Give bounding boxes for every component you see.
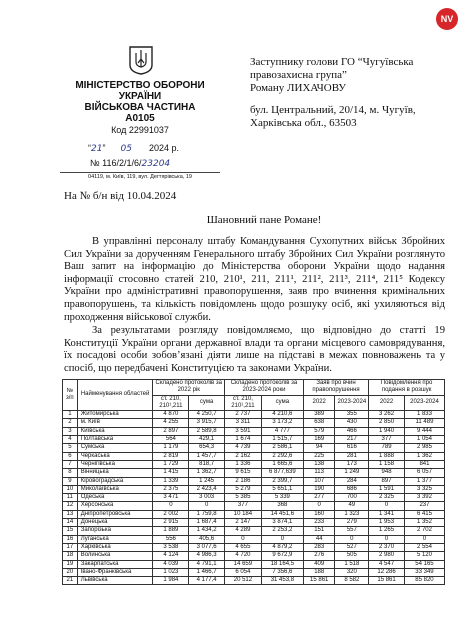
table-cell: 389 — [303, 411, 335, 419]
table-cell: 0 — [404, 535, 444, 543]
table-cell: 277 — [303, 494, 335, 502]
table-cell: 4 879,2 — [261, 543, 303, 551]
date-month: 05 — [120, 144, 132, 154]
table-cell: 2 186 — [225, 477, 262, 485]
table-cell: 3 077,6 — [189, 543, 225, 551]
table-cell: 409 — [303, 560, 335, 568]
row-number: 17 — [63, 543, 78, 551]
table-row — [63, 577, 445, 585]
table-cell: 1 674 — [225, 436, 262, 444]
table-cell: 1 265 — [369, 527, 405, 535]
coat-of-arms-icon — [128, 45, 154, 75]
region-name: Кіровоградська — [77, 477, 153, 485]
table-cell: 2 702 — [404, 527, 444, 535]
row-number: 7 — [63, 460, 78, 468]
table-cell: 233 — [303, 519, 335, 527]
reference-line: На № б/н від 10.04.2024 — [64, 190, 177, 202]
table-cell: 1 179 — [153, 444, 189, 452]
recipient-title-2: правозахисна група” — [250, 69, 347, 81]
recipient-block — [250, 56, 455, 130]
table-cell: 10 184 — [225, 510, 262, 518]
paragraph-2: За результатами розгляду повідомляємо, що відповідно до статті 19 Конституції України органи державної влади та органи місцевого самоврядування, їх посадові особи зобов’язані діяти лише на підставі в межах повноважень та у спосіб, що передбачені Конституцією та законами України. — [64, 325, 445, 374]
table-cell: 7 356,6 — [261, 568, 303, 576]
table-row — [63, 485, 445, 493]
table-cell: 54 165 — [404, 560, 444, 568]
table-cell: 113 — [303, 469, 335, 477]
table-cell: 2 985 — [404, 444, 444, 452]
nv-logo-badge: NV — [436, 8, 458, 30]
table-cell: 3 915,7 — [189, 419, 225, 427]
table-cell: 1 362,7 — [189, 469, 225, 477]
outgoing-number — [90, 158, 230, 169]
row-number: 3 — [63, 427, 78, 435]
table-cell: 0 — [189, 502, 225, 510]
recipient-street: бул. Центральний, 20/14, м. Чугуїв, — [250, 104, 416, 116]
row-number: 12 — [63, 502, 78, 510]
region-name: Херсонська — [77, 502, 153, 510]
region-name: Сумська — [77, 444, 153, 452]
region-name: Черкаська — [77, 452, 153, 460]
table-cell: 4 870 — [153, 411, 189, 419]
row-number: 10 — [63, 485, 78, 493]
table-cell: 2 423,4 — [189, 485, 225, 493]
table-cell: 138 — [303, 460, 335, 468]
row-number: 19 — [63, 560, 78, 568]
table-cell: 1 339 — [153, 477, 189, 485]
table-cell: 2 589,8 — [189, 427, 225, 435]
table-cell: 9 672,9 — [261, 552, 303, 560]
table-cell: 1 434,2 — [189, 527, 225, 535]
table-cell: 405,6 — [189, 535, 225, 543]
table-cell: 3 311 — [225, 419, 262, 427]
header-offense-reports: Заяв про вчин правопорушення — [303, 380, 368, 396]
table-cell: 276 — [303, 552, 335, 560]
table-cell: 4 210,6 — [261, 411, 303, 419]
table-cell: 2 897 — [153, 427, 189, 435]
row-number: 18 — [63, 552, 78, 560]
table-cell: 616 — [335, 444, 369, 452]
table-cell: 1 591 — [369, 485, 405, 493]
table-body — [63, 411, 445, 585]
table-cell: 1 377 — [404, 477, 444, 485]
table-row — [63, 460, 445, 468]
table-cell: 3 262 — [369, 411, 405, 419]
table-cell: 1 415 — [153, 469, 189, 477]
table-cell: 3 173,2 — [261, 419, 303, 427]
table-cell: 279 — [335, 519, 369, 527]
table-cell: 284 — [335, 477, 369, 485]
table-row — [63, 527, 445, 535]
statistics-table — [62, 379, 445, 585]
table-cell: 2 915 — [153, 519, 189, 527]
table-cell: 2 325 — [369, 494, 405, 502]
table-cell: 556 — [153, 535, 189, 543]
row-number: 14 — [63, 519, 78, 527]
greeting: Шановний пане Романе! — [206, 214, 322, 226]
row-number: 15 — [63, 527, 78, 535]
recipient-name: Роману ЛИХАЧОВУ — [250, 82, 346, 94]
table-row — [63, 535, 445, 543]
header-number: № з/п — [63, 380, 78, 411]
table-cell: 217 — [335, 436, 369, 444]
table-cell: 160 — [303, 510, 335, 518]
table-cell: 654,3 — [189, 444, 225, 452]
sender-block — [70, 80, 210, 124]
table-cell: 49 — [335, 502, 369, 510]
ref-prefix: № 116/2/1/6/ — [90, 158, 142, 168]
table-cell: 2 147 — [225, 519, 262, 527]
table-cell: 505 — [335, 552, 369, 560]
table-cell: 3 471 — [153, 494, 189, 502]
table-cell: 700 — [335, 494, 369, 502]
unit-label: ВІЙСЬКОВА ЧАСТИНА — [84, 102, 196, 113]
table-cell: 107 — [303, 477, 335, 485]
table-cell: 3 874,1 — [261, 519, 303, 527]
table-cell: 3 538 — [153, 543, 189, 551]
table-cell: 0 — [335, 535, 369, 543]
table-cell: 5 120 — [404, 552, 444, 560]
table-cell: 429,1 — [189, 436, 225, 444]
subheader-sum: сума — [261, 395, 303, 411]
recipient-title-1: Заступнику голови ГО “Чугуївська — [250, 56, 414, 68]
table-cell: 0 — [225, 535, 262, 543]
subheader-articles: ст. 210, 210¹,211 — [153, 395, 189, 411]
table-row — [63, 519, 445, 527]
table-cell: 897 — [369, 477, 405, 485]
table-cell: 4 255 — [153, 419, 189, 427]
region-name: Харківська — [77, 543, 153, 551]
table-cell: 4 124 — [153, 552, 189, 560]
table-cell: 237 — [404, 502, 444, 510]
table-cell: 4 739 — [225, 444, 262, 452]
table-cell: 5 651,1 — [261, 485, 303, 493]
subheader-2022: 2022 — [369, 395, 405, 411]
subheader-articles: ст. 210, 210¹,211 — [225, 395, 262, 411]
region-name: Дніпропетровська — [77, 510, 153, 518]
table-cell: 1 249 — [335, 469, 369, 477]
table-cell: 225 — [303, 452, 335, 460]
table-cell: 1 457,7 — [189, 452, 225, 460]
sender-code: Код 22991037 — [111, 125, 169, 135]
subheader-2023-2024: 2023-2024 — [335, 395, 369, 411]
row-number: 13 — [63, 510, 78, 518]
table-cell: 1 362 — [404, 452, 444, 460]
recipient-city: Харківська обл., 63503 — [250, 117, 357, 129]
table-cell: 1 687,4 — [189, 519, 225, 527]
region-name: Запорізька — [77, 527, 153, 535]
table-cell: 188 — [303, 568, 335, 576]
table-cell: 15 861 — [369, 577, 405, 585]
row-number: 16 — [63, 535, 78, 543]
table-cell: 1 352 — [404, 519, 444, 527]
table-row — [63, 568, 445, 576]
table-cell: 1 158 — [369, 460, 405, 468]
ministry-country: УКРАЇНИ — [118, 91, 162, 102]
table-cell: 169 — [303, 436, 335, 444]
table-cell: 1 889 — [153, 527, 189, 535]
table-cell: 5 279 — [225, 485, 262, 493]
table-cell: 527 — [335, 543, 369, 551]
table-cell: 94 — [303, 444, 335, 452]
table-cell: 4 720 — [225, 552, 262, 560]
table-row — [63, 419, 445, 427]
region-name: Миколаївська — [77, 485, 153, 493]
table-cell: 15 861 — [303, 577, 335, 585]
table-cell: 0 — [153, 502, 189, 510]
table-cell: 8 582 — [335, 577, 369, 585]
table-cell: 4 250,7 — [189, 411, 225, 419]
row-number: 6 — [63, 452, 78, 460]
table-cell: 1 665,6 — [261, 460, 303, 468]
table-row — [63, 477, 445, 485]
table-cell: 14 659 — [225, 560, 262, 568]
table-cell: 9 615 — [225, 469, 262, 477]
table-cell: 6 057 — [404, 469, 444, 477]
table-cell: 0 — [261, 535, 303, 543]
table-cell: 1 984 — [153, 577, 189, 585]
table-cell: 2 375 — [153, 485, 189, 493]
table-cell: 2 586,1 — [261, 444, 303, 452]
table-cell: 4 791,1 — [189, 560, 225, 568]
ministry-name: МІНІСТЕРСТВО ОБОРОНИ — [75, 80, 205, 91]
row-number: 21 — [63, 577, 78, 585]
header-search-notices: Повідомлення про подання в розшук — [369, 380, 445, 396]
table-cell: 6 054 — [225, 568, 262, 576]
table-cell: 4 177,4 — [189, 577, 225, 585]
table-cell: 818,7 — [189, 460, 225, 468]
table-cell: 1 940 — [369, 427, 405, 435]
table-cell: 4 547 — [369, 560, 405, 568]
header-protocols-2022: Складено протоколів за 2022 рік — [153, 380, 225, 396]
table-cell: 11 489 — [404, 419, 444, 427]
region-name: м. Київ — [77, 419, 153, 427]
region-name: Закарпатська — [77, 560, 153, 568]
table-cell: 638 — [303, 419, 335, 427]
row-number: 20 — [63, 568, 78, 576]
table-cell: 20 512 — [225, 577, 262, 585]
table-cell: 18 164,5 — [261, 560, 303, 568]
table-cell: 2 399,7 — [261, 477, 303, 485]
table-row — [63, 444, 445, 452]
table-cell: 12 286 — [369, 568, 405, 576]
ref-handwritten: 23204 — [141, 159, 171, 169]
header-region: Найменування областей — [77, 380, 153, 411]
table-cell: 686 — [335, 485, 369, 493]
table-cell: 1 054 — [404, 436, 444, 444]
table-cell: 190 — [303, 485, 335, 493]
table-cell: 2 002 — [153, 510, 189, 518]
region-name: Луганська — [77, 535, 153, 543]
subheader-sum: сума — [189, 395, 225, 411]
date-year: 2024 р. — [148, 143, 179, 153]
table-cell: 1 336 — [225, 460, 262, 468]
subheader-2023-2024: 2023-2024 — [404, 395, 444, 411]
table-cell: 4 655 — [225, 543, 262, 551]
table-cell: 355 — [335, 411, 369, 419]
table-cell: 2 819 — [153, 452, 189, 460]
table-cell: 368 — [261, 502, 303, 510]
table-cell: 789 — [369, 444, 405, 452]
table-cell: 2 850 — [369, 419, 405, 427]
region-name: Волинська — [77, 552, 153, 560]
table-cell: 1 759,8 — [189, 510, 225, 518]
region-name: Чернігівська — [77, 460, 153, 468]
table-cell: 4 289 — [225, 527, 262, 535]
table-cell: 948 — [369, 469, 405, 477]
sender-address: 04119, м. Київ, 119, вул. Дегтярівська, 19 — [60, 172, 220, 180]
table-row — [63, 543, 445, 551]
region-name: Полтавська — [77, 436, 153, 444]
subheader-2022: 2022 — [303, 395, 335, 411]
table-cell: 1 323 — [335, 510, 369, 518]
table-cell: 1 888 — [369, 452, 405, 460]
table-cell: 6 877,639 — [261, 469, 303, 477]
region-name: Донецька — [77, 519, 153, 527]
table-row — [63, 502, 445, 510]
table-cell: 2 737 — [225, 411, 262, 419]
table-cell: 2 370 — [369, 543, 405, 551]
table-cell: 85 820 — [404, 577, 444, 585]
row-number: 5 — [63, 444, 78, 452]
table-cell: 377 — [225, 502, 262, 510]
table-cell: 4 777 — [261, 427, 303, 435]
table-cell: 0 — [369, 535, 405, 543]
table-cell: 564 — [153, 436, 189, 444]
table-row — [63, 552, 445, 560]
document-date: “21” 05 2024 р. — [88, 143, 179, 154]
table-cell: 0 — [369, 502, 405, 510]
table-cell: 1 023 — [153, 568, 189, 576]
table-cell: 3 325 — [404, 485, 444, 493]
table-cell: 6 415 — [404, 510, 444, 518]
table-row — [63, 411, 445, 419]
row-number: 8 — [63, 469, 78, 477]
table-row — [63, 436, 445, 444]
table-cell: 1 729 — [153, 460, 189, 468]
table-cell: 1 341 — [369, 510, 405, 518]
table-cell: 9 444 — [404, 427, 444, 435]
table-cell: 1 245 — [189, 477, 225, 485]
table-cell: 4 986,3 — [189, 552, 225, 560]
table-cell: 2 980 — [369, 552, 405, 560]
unit-number: А0105 — [125, 113, 155, 124]
table-cell: 4 039 — [153, 560, 189, 568]
table-cell: 1 466,7 — [189, 568, 225, 576]
table-cell: 3 591 — [225, 427, 262, 435]
table-cell: 1 833 — [404, 411, 444, 419]
table-cell: 1 953 — [369, 519, 405, 527]
table-cell: 281 — [335, 452, 369, 460]
table-row — [63, 560, 445, 568]
table-cell: 33 349 — [404, 568, 444, 576]
row-number: 9 — [63, 477, 78, 485]
table-cell: 557 — [335, 527, 369, 535]
table-cell: 1 518 — [335, 560, 369, 568]
table-cell: 2 162 — [225, 452, 262, 460]
header-protocols-2023-2024: Складено протоколів за 2023-2024 роки — [225, 380, 304, 396]
row-number: 4 — [63, 436, 78, 444]
table-cell: 0 — [303, 502, 335, 510]
row-number: 11 — [63, 494, 78, 502]
paragraph-1: В управлінні персоналу штабу Командування Сухопутних військ Збройних Сил України за дорученням Генерального штабу Збройних Сил України розглянуто Ваш запит на інформацію до Міністерства оборони України щодо надання інформації стосовно статей 210, 210¹, 211, 211¹, 211², 211³, 211⁴, 211⁵ Кодексу України про адміністративні правопорушення, заяв про вчинення кримінальних правопорушень, та кількість повідомлень щодо розшуку осіб, які ухиляються від проходження військової служби. — [64, 236, 445, 323]
region-name: Житомирська — [77, 411, 153, 419]
table-cell: 31 453,8 — [261, 577, 303, 585]
table-cell: 44 — [303, 535, 335, 543]
table-cell: 841 — [404, 460, 444, 468]
table-cell: 151 — [303, 527, 335, 535]
region-name: Івано-Франківська — [77, 568, 153, 576]
table-cell: 5 385 — [225, 494, 262, 502]
table-cell: 466 — [335, 427, 369, 435]
table-cell: 14 451,6 — [261, 510, 303, 518]
table-cell: 320 — [335, 568, 369, 576]
table-row — [63, 452, 445, 460]
row-number: 1 — [63, 411, 78, 419]
region-name: Вінницька — [77, 469, 153, 477]
table-cell: 377 — [369, 436, 405, 444]
table-row — [63, 510, 445, 518]
row-number: 2 — [63, 419, 78, 427]
table-cell: 5 339 — [261, 494, 303, 502]
table-cell: 579 — [303, 427, 335, 435]
table-row — [63, 469, 445, 477]
table-row — [63, 494, 445, 502]
table-cell: 3 003 — [189, 494, 225, 502]
table-cell: 173 — [335, 460, 369, 468]
table-cell: 283 — [303, 543, 335, 551]
table-cell: 2 554 — [404, 543, 444, 551]
date-day: 21 — [91, 144, 103, 154]
table-cell: 2 292,6 — [261, 452, 303, 460]
table-cell: 2 253,2 — [261, 527, 303, 535]
table-row — [63, 427, 445, 435]
table-cell: 430 — [335, 419, 369, 427]
table-cell: 3 392 — [404, 494, 444, 502]
region-name: Київська — [77, 427, 153, 435]
region-name: Одеська — [77, 494, 153, 502]
region-name: Львівська — [77, 577, 153, 585]
table-cell: 1 515,7 — [261, 436, 303, 444]
